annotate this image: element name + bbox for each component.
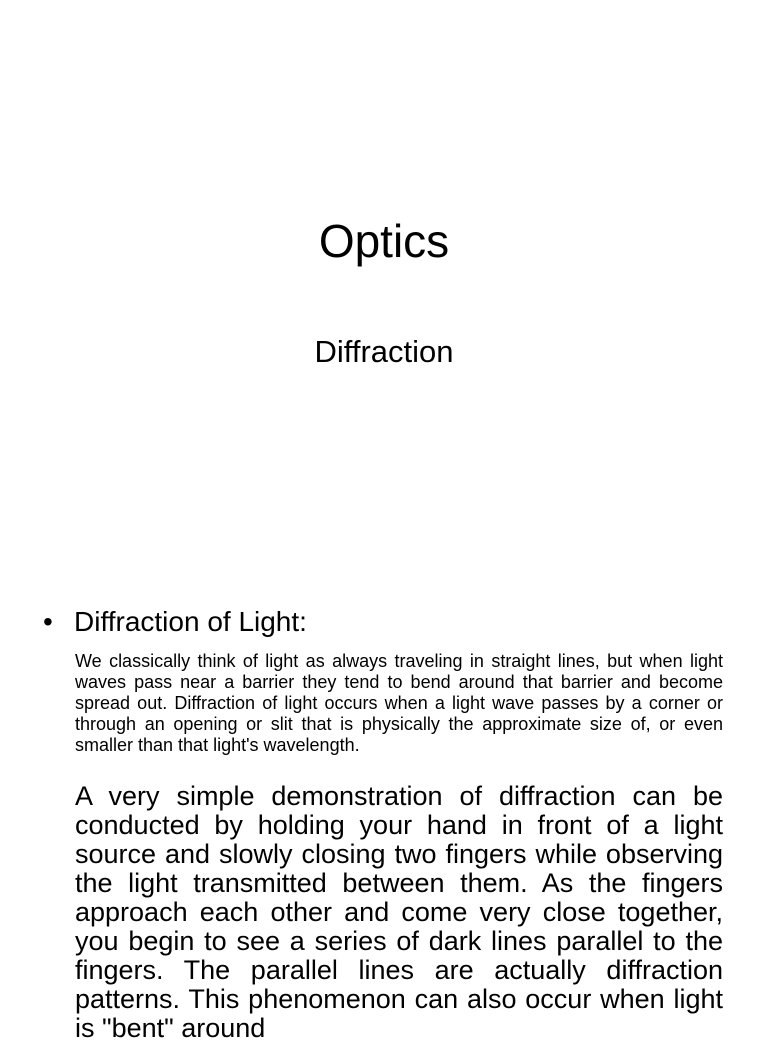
bullet-heading: Diffraction of Light: (74, 606, 307, 637)
slide-subtitle: Diffraction (314, 334, 454, 369)
slide-title: Optics (318, 215, 450, 267)
bullet-item (43, 604, 307, 640)
paragraph-intro: We classically think of light as always traveling in straight lines, but when light waves pass near a barrier they tend to bend around that barrier and become spread out. Diffraction of light occurs when a light wave passes by a corner or through an opening or slit that is physically the approximate size of, or even smaller than that light's wavelength. (75, 651, 723, 755)
paragraph-demonstration: A very simple demonstration of diffraction can be conducted by holding your hand in front of a light source and slowly closing two fingers while observing the light transmitted between them. As the fingers approach each other and come very close together, you begin to see a series of dark lines parallel to the fingers. The parallel lines are actually diffraction patterns. This phenomenon can also occur when light is "bent" around (75, 781, 723, 1043)
bullet-dot-icon: • (43, 606, 53, 637)
